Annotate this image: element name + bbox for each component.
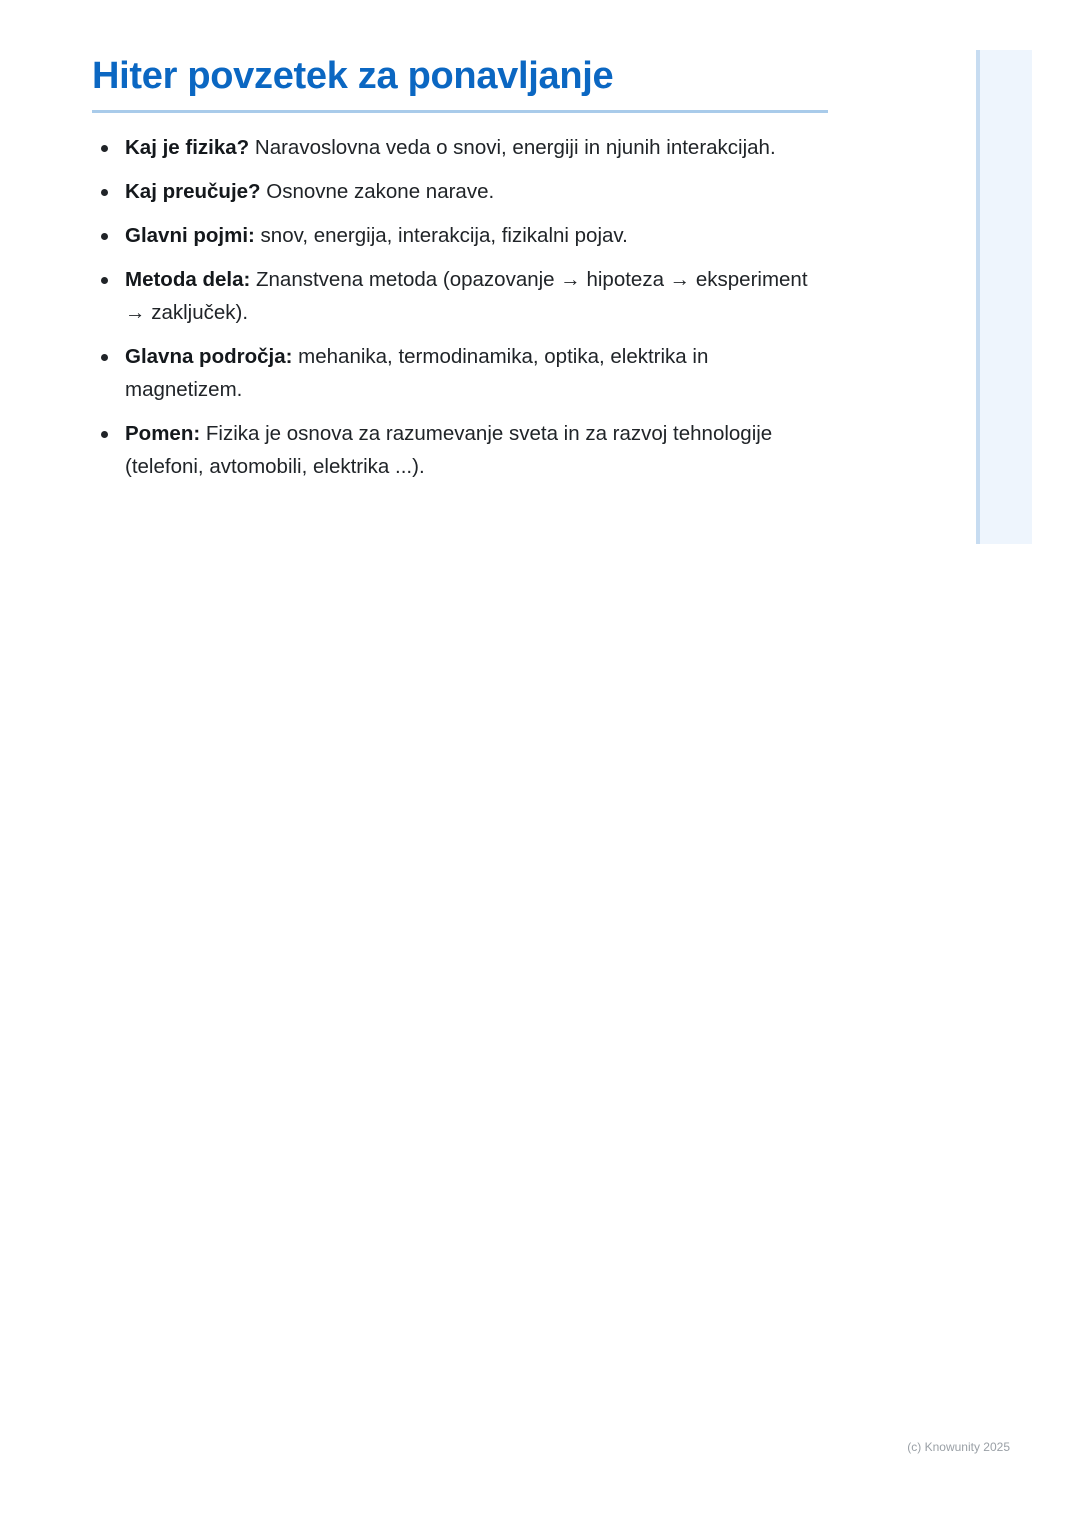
copyright-footer: (c) Knowunity 2025 xyxy=(907,1440,1010,1454)
summary-list xyxy=(92,131,828,483)
bullet-icon xyxy=(101,233,108,240)
bullet-icon xyxy=(101,431,108,438)
side-panel xyxy=(976,50,1032,544)
bullet-icon xyxy=(101,189,108,196)
list-item xyxy=(92,340,828,406)
item-term: Metoda dela: xyxy=(125,268,251,291)
item-term: Glavni pojmi: xyxy=(125,224,255,247)
item-text: Naravoslovna veda o snovi, energiji in njunih interakcijah. xyxy=(249,136,776,159)
list-item xyxy=(92,219,828,252)
item-term: Kaj je fizika? xyxy=(125,136,250,159)
page-title: Hiter povzetek za ponavljanje xyxy=(92,55,614,97)
document-content xyxy=(92,52,828,494)
item-term: Glavna področja: xyxy=(125,345,293,368)
item-text: Osnovne zakone narave. xyxy=(260,180,495,203)
item-term: Kaj preučuje? xyxy=(125,180,261,203)
item-text: mehanika, termodinamika, optika, elektrika in magnetizem. xyxy=(125,345,709,401)
item-text: snov, energija, interakcija, fizikalni pojav. xyxy=(254,224,628,247)
item-text: Fizika je osnova za razumevanje sveta in za razvoj tehnologije (telefoni, avtomobili, elektrika ...). xyxy=(125,422,773,478)
item-term: Pomen: xyxy=(125,422,201,445)
list-item xyxy=(92,131,828,164)
list-item xyxy=(92,263,828,329)
bullet-icon xyxy=(101,145,108,152)
title-divider xyxy=(92,110,828,113)
list-item xyxy=(92,175,828,208)
item-text: Znanstvena metoda (opazovanje → hipoteza → eksperiment → zaključek). xyxy=(125,268,808,324)
list-item xyxy=(92,417,828,483)
bullet-icon xyxy=(101,354,108,361)
bullet-icon xyxy=(101,277,108,284)
